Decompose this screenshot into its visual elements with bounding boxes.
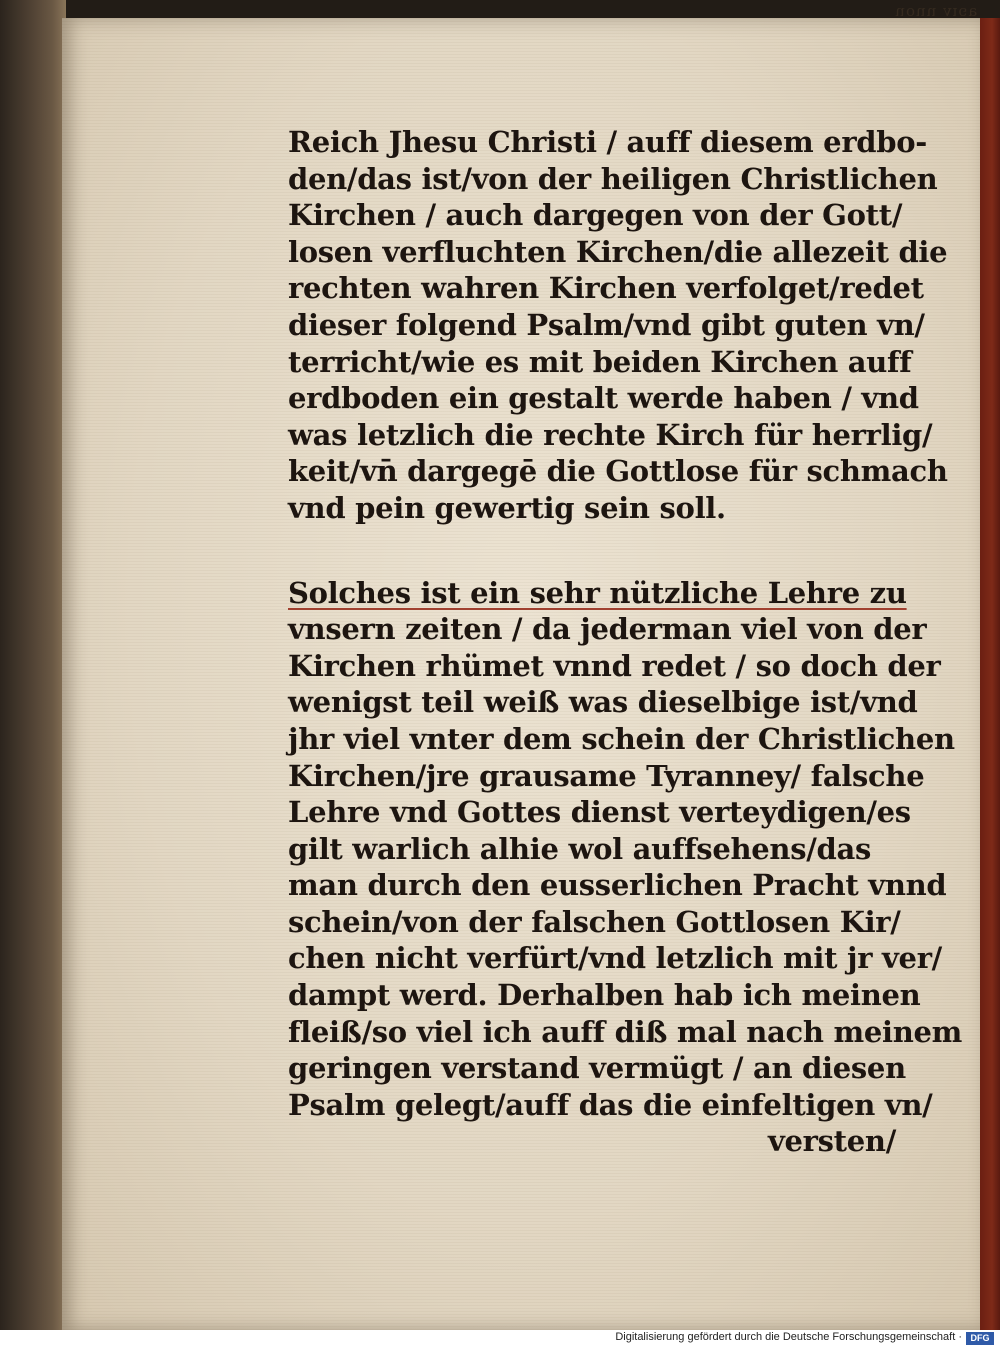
text-line: Kirchen/jre grausame Tyranney/ falsche [288,758,925,793]
page-edge-binding [980,18,1000,1330]
paragraph-gap [288,527,908,575]
text-line: chen nicht verfürt/vnd letzlich mit jr ver/ [288,941,942,976]
text-line: man durch den eusserlichen Pracht vnnd [288,868,947,903]
dfg-logo: DFG [966,1332,994,1345]
text-line: Solches ist ein sehr nützliche Lehre zu [288,575,907,610]
text-line: was letzlich die rechte Kirch für herrlig/ [288,417,933,452]
text-line: Psalm gelegt/auff das die einfeltigen vn/ [288,1087,933,1122]
text-line: dieser folgend Psalm/vnd gibt guten vn/ [288,307,925,342]
text-line: fleiß/so viel ich auff diß mal nach meinem [288,1014,963,1049]
text-line: losen verfluchten Kirchen/die allezeit die [288,234,948,269]
text-line: den/das ist/von der heiligen Christlichen [288,161,938,196]
text-line: gilt warlich alhie wol auffsehens/das [288,831,872,866]
text-line: rechten wahren Kirchen verfolget/redet [288,271,924,306]
text-line: schein/von der falschen Gottlosen Kir/ [288,904,901,939]
page-text [288,124,963,1160]
book-spine [0,0,66,1330]
footer-bar [0,1330,1000,1348]
catchword: versten/ [767,1124,896,1159]
text-line: Lehre vnd Gottes dienst verteydigen/es [288,795,911,830]
footer-credit: Digitalisierung gefördert durch die Deutsche Forschungsgemeinschaft · [615,1331,962,1343]
bleed-through-text: uouu ʌıɢɐ [895,4,978,22]
text-line: keit/vn̄ dargegē die Gottlose für schmach [288,454,948,489]
text-line: jhr viel vnter dem schein der Christlichen [288,721,955,756]
text-line: vnsern zeiten / da jederman viel von der [288,612,927,647]
text-line: erdboden ein gestalt werde haben / vnd [288,381,919,416]
text-line: Kirchen rhümet vnnd redet / so doch der [288,648,941,683]
text-line: Kirchen / auch dargegen von der Gott/ [288,198,903,233]
text-line: terricht/wie es mit beiden Kirchen auff [288,344,912,379]
text-line: geringen verstand vermügt / an diesen [288,1051,906,1086]
text-line: vnd pein gewertig sein soll. [288,490,726,525]
text-line: wenigst teil weiß was dieselbige ist/vnd [288,685,918,720]
text-line: Reich Jhesu Christi / auff diesem erdbo- [288,125,928,159]
text-line: dampt werd. Derhalben hab ich meinen [288,978,921,1013]
